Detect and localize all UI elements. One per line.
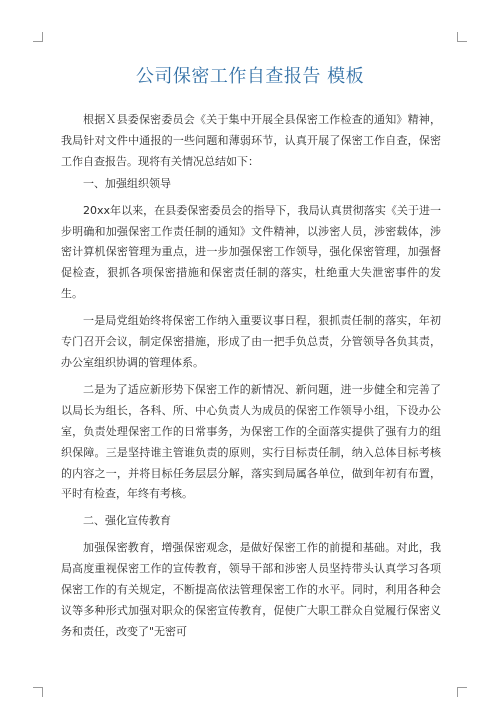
section-heading-1: 一、加强组织领导 — [83, 176, 171, 190]
document-body — [61, 110, 441, 643]
body-paragraph: 二是为了适应新形势下保密工作的新情况、新问题，进一步健全和完善了以局长为组长，各科、所、中心负责人为成员的保密工作领导小组，下设办公室，负责处理保密工作的日常事务，为保密工作的全面落实提供了强有力的组织保障。三是坚持谁主管谁负责的原则，实行目标责任制，纳入总体目标考核的内容之一，并将目标任务层层分解，落实到局属各单位，做到年初有布置，平时有检查，年终有考核。 — [61, 382, 441, 501]
intro-paragraph: 根据Ｘ县委保密委员会《关于集中开展全县保密工作检查的通知》精神，我局针对文件中通报的一些问题和薄弱环节，认真开展了保密工作自查，保密工作自查报告。现将有关情况总结如下： — [61, 113, 441, 168]
crop-mark-top-left — [33, 32, 43, 42]
section-heading-2: 二、强化宣传教育 — [83, 514, 171, 528]
body-paragraph: 加强保密教育，增强保密观念，是做好保密工作的前提和基础。对此，我局高度重视保密工作的宣传教育，领导干部和涉密人员坚持带头认真学习各项保密工作的有关规定，不断提高依法管理保密工作的水平。同时，利用各种会议等多种形式加强对职众的保密宣传教育，促使广大职工群众自觉履行保密义务和责任，改变了"无密可 — [61, 541, 441, 638]
document-title: 公司保密工作自查报告 模板 — [135, 66, 365, 87]
crop-mark-bottom-right — [457, 687, 467, 697]
crop-mark-bottom-left — [33, 687, 43, 697]
body-paragraph: 一是局党组始终将保密工作纳入重要议事日程，狠抓责任制的落实，年初专门召开会议，制定保密措施，形成了由一把手负总责，分管领导各负其责，办公室组织协调的管理体系。 — [61, 314, 441, 369]
crop-mark-top-right — [457, 32, 467, 42]
body-paragraph: 20xx年以来，在县委保密委员会的指导下，我局认真贯彻落实《关于进一步明确和加强保密工作责任制的通知》文件精神，以涉密人员，涉密载体，涉密计算机保密管理为重点，进一步加强保密工作领导，强化保密管理，加强督促检查，狠抓各项保密措施和保密责任制的落实，杜绝重大失泄密事件的发生。 — [61, 203, 441, 301]
